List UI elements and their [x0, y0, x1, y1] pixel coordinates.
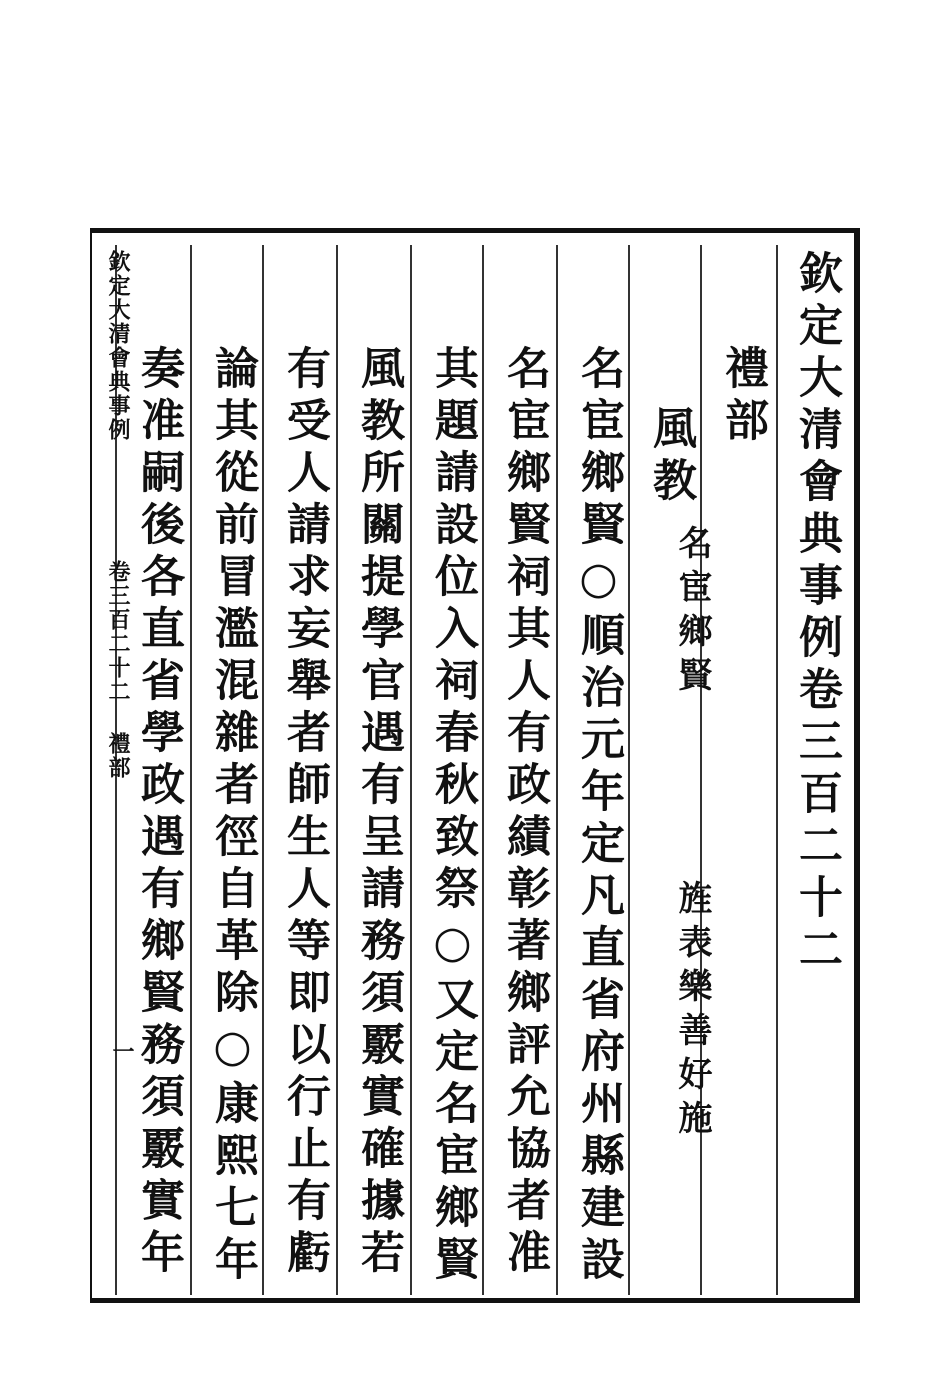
section-heading: 風教: [645, 405, 696, 509]
fold-section: 卷三百二十二 禮部: [105, 560, 131, 780]
body-column: 論其從前冒濫混雜者徑自革除○康熙七年: [207, 345, 258, 1288]
book-title: 欽定大清會典事例卷三百二十二: [791, 250, 842, 978]
page-number: 一: [109, 1040, 135, 1064]
department-heading: 禮部: [717, 345, 768, 449]
body-column: 有受人請求妄舉者師生人等即以行止有虧: [279, 345, 330, 1281]
body-column: 其題請設位入祠春秋致祭○又定名宦鄉賢: [427, 345, 478, 1288]
column-rule: [190, 245, 192, 1295]
column-rule: [410, 245, 412, 1295]
column-rule: [556, 245, 558, 1295]
column-rule: [482, 245, 484, 1295]
body-column: 名宦鄉賢○順治元年定凡直省府州縣建設: [573, 345, 624, 1288]
body-column: 風教所關提學官遇有呈請務須覈實確據若: [353, 345, 404, 1281]
body-column: 名宦鄉賢祠其人有政績彰著鄉評允協者准: [499, 345, 550, 1281]
right-heading: 旌表樂善好施: [672, 880, 712, 1144]
column-rule: [262, 245, 264, 1295]
subsection-heading: 名宦鄉賢: [672, 525, 712, 701]
column-rule: [628, 245, 630, 1295]
fold-title: 欽定大清會典事例: [105, 250, 131, 442]
column-rule: [776, 245, 778, 1295]
column-rule: [336, 245, 338, 1295]
body-column: 奏准嗣後各直省學政遇有鄉賢務須覈實年: [133, 345, 184, 1281]
